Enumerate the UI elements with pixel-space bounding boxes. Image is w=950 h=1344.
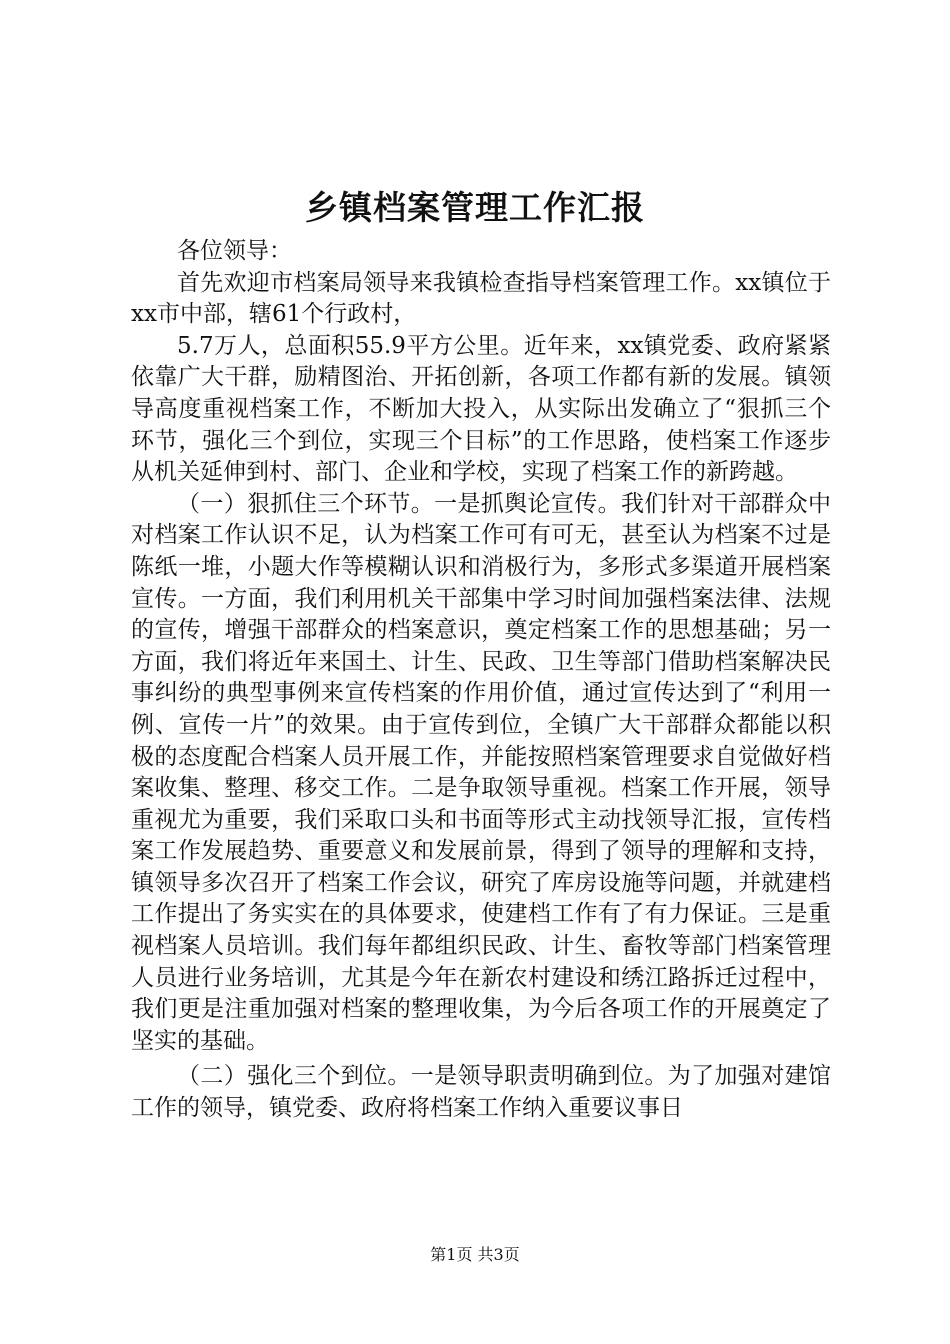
salutation: 各位领导：	[177, 238, 292, 264]
document-body	[131, 236, 831, 1125]
document-title: 乡镇档案管理工作汇报	[305, 188, 645, 227]
paragraph-section-one: （一）狠抓住三个环节。一是抓舆论宣传。我们针对干部群众中对档案工作认识不足，认为档案工作可有可无，甚至认为档案不过是陈纸一堆，小题大作等模糊认识和消极行为，多形式多渠道开展档案宣传。一方面，我们利用机关干部集中学习时间加强档案法律、法规的宣传，增强干部群众的档案意识，奠定档案工作的思想基础；另一方面，我们将近年来国土、计生、民政、卫生等部门借助档案解决民事纠纷的典型事例来宣传档案的作用价值，通过宣传达到了“利用一例、宣传一片”的效果。由于宣传到位，全镇广大干部群众都能以积极的态度配合档案人员开展工作，并能按照档案管理要求自觉做好档案收集、整理、移交工作。二是争取领导重视。档案工作开展，领导重视尤为重要，我们采取口头和书面等形式主动找领导汇报，宣传档案工作发展趋势、重要意义和发展前景，得到了领导的理解和支持，镇领导多次召开了档案工作会议，研究了库房设施等问题，并就建档工作提出了务实实在的具体要求，使建档工作有了有力保证。三是重视档案人员培训。我们每年都组织民政、计生、畜牧等部门档案管理人员进行业务培训，尤其是今年在新农村建设和绣江路拆迁过程中，我们更是注重加强对档案的整理收集，为今后各项工作的开展奠定了坚实的基础。	[131, 490, 831, 1054]
paragraph-section-two: （二）强化三个到位。一是领导职责明确到位。为了加强对建馆工作的领导，镇党委、政府将档案工作纳入重要议事日	[131, 1063, 831, 1122]
paragraph-intro: 首先欢迎市档案局领导来我镇检查指导档案管理工作。xx镇位于xx市中部，辖61个行政村，	[131, 269, 831, 328]
paragraph-overview: 5.7万人，总面积55.9平方公里。近年来，xx镇党委、政府紧紧依靠广大干群，励精图治、开拓创新，各项工作都有新的发展。镇领导高度重视档案工作，不断加大投入，从实际出发确立了“狠抓三个环节，强化三个到位，实现三个目标”的工作思路，使档案工作逐步从机关延伸到村、部门、企业和学校，实现了档案工作的新跨越。	[131, 332, 831, 486]
page-number-footer: 第1页 共3页	[430, 1245, 520, 1264]
